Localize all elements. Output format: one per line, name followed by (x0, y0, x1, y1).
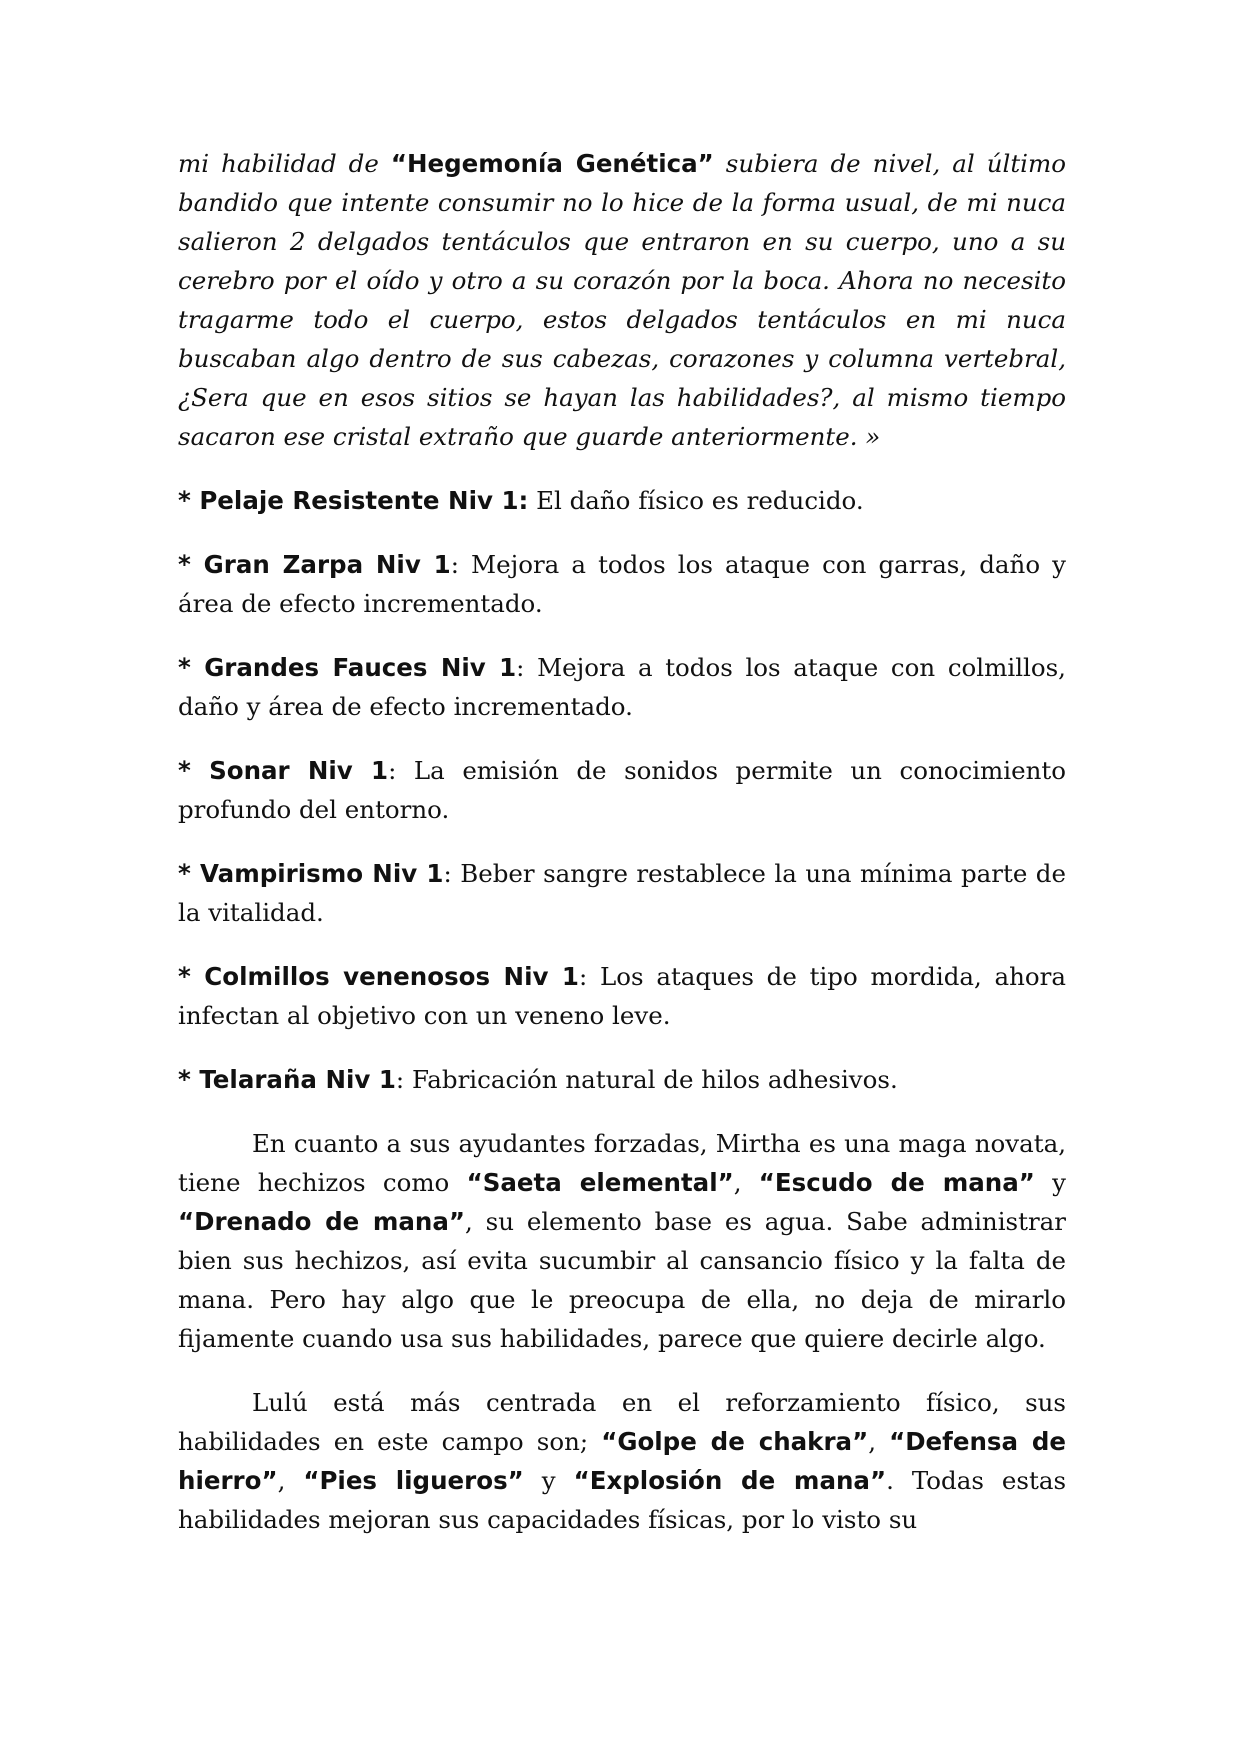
paragraph-text: En cuanto a sus ayudantes forzadas, Mirtha es una maga novata, tiene hechizos como (178, 1129, 1066, 1197)
skill-name: * Telaraña Niv 1 (178, 1065, 396, 1094)
skill-name: * Pelaje Resistente Niv 1: (178, 486, 529, 515)
skill-item (178, 751, 1066, 829)
paragraph-text: , (733, 1168, 759, 1197)
skill-description: : Beber sangre restablece la una mínima parte de la vitalidad. (178, 859, 1066, 927)
skill-description: : La emisión de sonidos permite un conocimiento profundo del entorno. (178, 756, 1066, 824)
skill-item (178, 854, 1066, 932)
ability-name: “Golpe de chakra” (601, 1427, 869, 1456)
lulu-paragraph (178, 1383, 1066, 1539)
intro-paragraph (178, 144, 1066, 456)
skill-item (178, 545, 1066, 623)
skill-name: * Gran Zarpa Niv 1 (178, 550, 451, 579)
ability-name: “Pies ligueros” (303, 1466, 524, 1495)
spell-name: “Escudo de mana” (758, 1168, 1035, 1197)
document-page (178, 144, 1066, 1564)
ability-name: “Defensa de hierro” (178, 1427, 1067, 1495)
paragraph-text: Lulú está más centrada en el reforzamiento físico, sus habilidades en este campo son; (178, 1388, 1066, 1456)
paragraph-text: y (523, 1466, 574, 1495)
skill-name: * Vampirismo Niv 1 (178, 859, 444, 888)
ability-name: “Explosión de mana” (573, 1466, 887, 1495)
skill-description: : Fabricación natural de hilos adhesivos. (395, 1065, 898, 1094)
skill-name: * Colmillos venenosos Niv 1 (178, 962, 579, 991)
paragraph-text: y (1034, 1168, 1067, 1197)
skill-item (178, 648, 1066, 726)
intro-text-after: subiera de nivel, al último bandido que intente consumir no lo hice de la forma usual, de mi nuca salieron 2 delgados tentáculos que entraron en su cuerpo, uno a su cerebro por el oído y otro a su corazón por la boca. Ahora no necesito tragarme todo el cuerpo, estos delgados tentáculos en mi nuca buscaban algo dentro de sus cabezas, corazones y columna vertebral, ¿Sera que en esos sitios se hayan las habilidades?, al mismo tiempo sacaron ese cristal extraño que guarde anteriormente. » (178, 149, 1066, 451)
skill-name: * Grandes Fauces Niv 1 (178, 653, 517, 682)
intro-text-before: mi habilidad de (178, 149, 391, 178)
skill-description: : Mejora a todos los ataque con garras, daño y área de efecto incrementado. (178, 550, 1066, 618)
paragraph-text: , (277, 1466, 304, 1495)
skill-item (178, 1060, 1066, 1099)
skill-description: : Mejora a todos los ataque con colmillos, daño y área de efecto incrementado. (178, 653, 1066, 721)
paragraph-text: . Todas estas habilidades mejoran sus capacidades físicas, por lo visto su (178, 1466, 1067, 1534)
paragraph-text: , (868, 1427, 890, 1456)
spell-name: “Drenado de mana” (178, 1207, 465, 1236)
skill-description: : Los ataques de tipo mordida, ahora infectan al objetivo con un veneno leve. (178, 962, 1066, 1030)
skill-item (178, 957, 1066, 1035)
mirtha-paragraph (178, 1124, 1066, 1358)
spell-name: “Saeta elemental” (466, 1168, 734, 1197)
paragraph-text: , su elemento base es agua. Sabe administrar bien sus hechizos, así evita sucumbir al cansancio físico y la falta de mana. Pero hay algo que le preocupa de ella, no deja de mirarlo fijamente cuando usa sus habilidades, parece que quiere decirle algo. (178, 1207, 1066, 1353)
skill-item (178, 481, 1066, 520)
skill-description: El daño físico es reducido. (528, 486, 864, 515)
skill-name: * Sonar Niv 1 (178, 756, 389, 785)
intro-skill-term: “Hegemonía Genética” (390, 149, 714, 178)
